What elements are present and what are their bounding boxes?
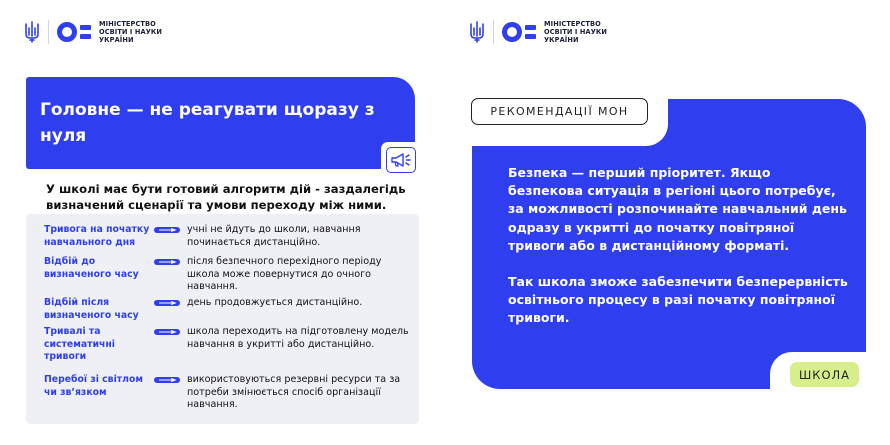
scenario-label: Відбій до визначеного часу bbox=[44, 256, 139, 280]
recommendation-text bbox=[508, 164, 848, 328]
mon-logo-icon bbox=[502, 22, 536, 42]
scenario-label: Тривалі та систематичні тривоги bbox=[44, 326, 115, 362]
scenario-label: Відбій після визначеного часу bbox=[44, 297, 139, 321]
arrow-right-icon bbox=[154, 257, 180, 267]
trident-icon bbox=[470, 21, 484, 43]
intro-text: У школі має бути готовий алгоритм дій - заздалегідь визначений сценарії та умови переходу між ними. bbox=[46, 182, 406, 212]
scenario-desc: після безпечного перехідного періоду школа може повернутися до очного навчання. bbox=[187, 256, 382, 292]
arrow-right-icon bbox=[154, 327, 180, 337]
scenario-desc: використовуються резервні ресурси та за потреби змінюється спосіб організації навчання. bbox=[187, 374, 401, 410]
school-tag: ШКОЛА bbox=[790, 362, 859, 387]
arrow-right-icon bbox=[154, 225, 180, 235]
headline: Головне — не реагувати щоразу з нуля bbox=[40, 100, 375, 146]
recommendation-paragraph-1: Безпека — перший пріоритет. Якщо безпекова ситуація в регіоні цього потребує, за можливості розпочинайте навчальний день одразу в укритті до початку повітряної тривоги або в дистанційному форматі. bbox=[508, 165, 847, 253]
mon-logo-icon bbox=[57, 22, 91, 42]
scenario-label: Тривога на початку навчального дня bbox=[44, 224, 150, 248]
megaphone-badge bbox=[381, 142, 421, 178]
scenario-label: Перебої зі світлом чи зв’язком bbox=[44, 374, 143, 398]
ministry-logo bbox=[25, 20, 162, 44]
scenario-desc: день продовжується дистанційно. bbox=[187, 297, 363, 308]
scenario-desc: учні не йдуть до школи, навчання починається дистанційно. bbox=[187, 224, 361, 248]
ministry-name: МІНІСТЕРСТВО ОСВІТИ І НАУКИ УКРАЇНИ bbox=[544, 20, 607, 44]
scenario-desc: школа переходить на підготовлену модель навчання в укритті або дистанційно. bbox=[187, 326, 409, 350]
logo-divider bbox=[48, 20, 49, 44]
headline-box bbox=[26, 77, 415, 169]
recommendation-paragraph-2: Так школа зможе забезпечити безперервність освітнього процесу в разі початку повітряної тривоги. bbox=[508, 274, 848, 326]
megaphone-icon bbox=[390, 152, 412, 168]
arrow-right-icon bbox=[154, 375, 180, 385]
trident-icon bbox=[25, 21, 39, 43]
ministry-name: МІНІСТЕРСТВО ОСВІТИ І НАУКИ УКРАЇНИ bbox=[99, 20, 162, 44]
logo-divider bbox=[493, 20, 494, 44]
ministry-logo bbox=[470, 20, 607, 44]
scenario-table bbox=[26, 214, 419, 424]
arrow-right-icon bbox=[154, 298, 180, 308]
recommendations-tag: РЕКОМЕНДАЦІЇ МОН bbox=[471, 98, 648, 125]
